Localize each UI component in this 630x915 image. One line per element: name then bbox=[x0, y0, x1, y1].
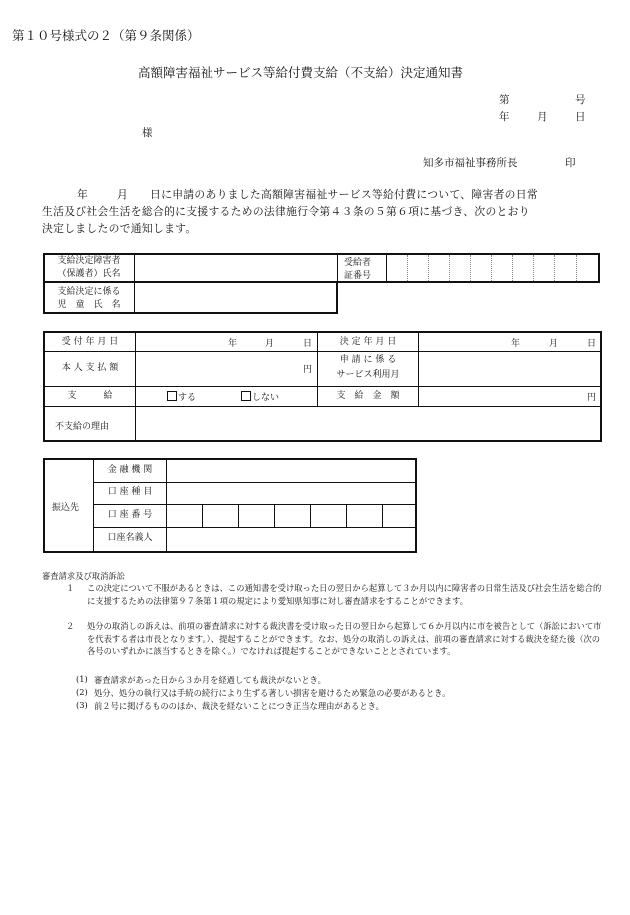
checkbox-yes[interactable] bbox=[167, 391, 177, 401]
account-digit-line bbox=[382, 505, 383, 527]
payment-no-label: しない bbox=[252, 393, 280, 403]
decision-table bbox=[43, 331, 602, 442]
payment-amount-label: 支 給 金 額 bbox=[336, 391, 400, 401]
receipt-date-label: 受 付 年 月 日 bbox=[61, 337, 119, 347]
account-number-label: 口 座 番 号 bbox=[107, 510, 153, 520]
bank-row-line bbox=[93, 482, 415, 483]
child-label-2: 児 童 氏 名 bbox=[57, 300, 121, 310]
decision-col-line bbox=[135, 333, 136, 440]
receipt-month: 月 bbox=[265, 339, 275, 349]
decision-day: 日 bbox=[587, 339, 597, 349]
account-digit-line bbox=[310, 505, 311, 527]
account-holder-label: 口座名義人 bbox=[107, 533, 153, 543]
cert-label-2: 証番号 bbox=[344, 271, 372, 281]
decision-row-line bbox=[45, 351, 600, 352]
account-type-label: 口 座 種 目 bbox=[107, 487, 153, 497]
sub-item-2-text: 処分、処分の執行又は手続の続行により生ずる著しい損害を避けるため緊急の必要があるとき。 bbox=[94, 688, 451, 698]
payment-label: 支 給 bbox=[67, 391, 113, 401]
reason-label: 不支給の理由 bbox=[55, 422, 110, 432]
payment-yes-option[interactable] bbox=[167, 390, 196, 403]
body-line-1: 日に申請のありました高額障害福祉サービス等給付費について、障害者の日常 bbox=[150, 188, 538, 201]
applicant-divider-3 bbox=[386, 253, 387, 283]
payment-no-option[interactable] bbox=[241, 390, 279, 403]
self-pay-label: 本 人 支 払 額 bbox=[61, 363, 119, 373]
issuer-name: 知多市福祉事務所長 bbox=[423, 157, 518, 169]
cert-digit-sep bbox=[407, 255, 408, 281]
bank-col-line bbox=[166, 460, 167, 551]
service-month-label-2: サービス利用月 bbox=[336, 370, 400, 380]
receipt-year: 年 bbox=[228, 339, 238, 349]
bank-row-line bbox=[93, 527, 415, 528]
notes-heading: 審査請求及び取消訴訟 bbox=[42, 571, 125, 581]
date-month: 月 bbox=[537, 111, 548, 123]
decision-row-line bbox=[45, 406, 600, 407]
date-year: 年 bbox=[499, 111, 510, 123]
cert-digit-sep bbox=[449, 255, 450, 281]
decision-year: 年 bbox=[511, 339, 521, 349]
transfer-to-label: 振込先 bbox=[52, 503, 80, 513]
decision-month: 月 bbox=[549, 339, 559, 349]
cert-digit-sep bbox=[576, 255, 577, 281]
receipt-day: 日 bbox=[303, 339, 313, 349]
recipient-suffix: 様 bbox=[142, 127, 153, 139]
service-month-label-1: 申 請 に 係 る bbox=[339, 355, 397, 365]
note-2-num: ２ bbox=[66, 621, 75, 631]
sub-item-1-num: (1) bbox=[76, 674, 88, 684]
ref-dai: 第 bbox=[499, 94, 510, 106]
account-digit-line bbox=[202, 505, 203, 527]
cert-digit-sep bbox=[428, 255, 429, 281]
payment-yes-label: する bbox=[178, 393, 197, 403]
sub-item-1-text: 審査請求があった日から３か月を経過しても裁決がないとき。 bbox=[94, 675, 326, 685]
body-year: 年 bbox=[77, 188, 89, 201]
sub-item-3-num: (3) bbox=[76, 700, 88, 710]
form-number: 第１０号様式の２（第９条関係） bbox=[12, 28, 200, 43]
sub-item-3-text: 前２号に掲げるもののほか、裁決を経ないことにつき正当な理由があるとき。 bbox=[94, 701, 384, 711]
bank-row-line bbox=[93, 504, 415, 505]
child-label-1: 支給決定に係る bbox=[57, 287, 121, 297]
date-day: 日 bbox=[575, 111, 586, 123]
account-digit-line bbox=[274, 505, 275, 527]
checkbox-no[interactable] bbox=[241, 391, 251, 401]
ref-go: 号 bbox=[575, 94, 586, 106]
decision-date-label: 決 定 年 月 日 bbox=[339, 337, 397, 347]
applicant-label-2: （保護者）氏名 bbox=[57, 269, 121, 279]
cert-label-1: 受給者 bbox=[344, 258, 372, 268]
cert-digit-sep bbox=[512, 255, 513, 281]
account-digit-line bbox=[346, 505, 347, 527]
body-line-3: 決定しましたので通知します。 bbox=[42, 222, 197, 235]
self-pay-yen: 円 bbox=[303, 365, 313, 375]
body-line-2: 生活及び社会生活を総合的に支援するための法律施行令第４３条の５第６項に基づき、次のとおり bbox=[42, 205, 530, 218]
cert-digit-sep bbox=[554, 255, 555, 281]
bank-table bbox=[43, 458, 417, 553]
sub-item-2-num: (2) bbox=[76, 687, 88, 697]
note-1-text: この決定について不服があるときは、この通知書を受け取った日の翌日から起算して３か月以内に障害者の日常生活及び社会生活を総合的に支援するための法律第９７条第１項の規定により愛知県知事に対し審査請求をすることができます。 bbox=[87, 583, 602, 606]
decision-col-line bbox=[418, 333, 419, 406]
payment-amount-yen: 円 bbox=[587, 393, 597, 403]
cert-digit-sep bbox=[533, 255, 534, 281]
applicant-label-1: 支給決定障害者 bbox=[57, 256, 121, 266]
body-month: 月 bbox=[117, 188, 129, 201]
applicant-divider-2 bbox=[337, 253, 338, 283]
cert-digit-sep bbox=[470, 255, 471, 281]
note-1-num: １ bbox=[66, 583, 75, 593]
bank-label: 金 融 機 関 bbox=[107, 465, 153, 475]
account-digit-line bbox=[238, 505, 239, 527]
seal-mark: 印 bbox=[565, 157, 576, 169]
note-2-text: 処分の取消しの訴えは、前項の審査請求に対する裁決書を受け取った日の翌日から起算して６か月以内に市を被告として（訴訟において市を代表する者は市長となります。）、提起することができます。なお、処分の取消しの訴えは、前項の審査請求に対する裁決を経た後（次の各号のいずれかに該当するときを除く。）でなければ提起することができないこととされています。 bbox=[87, 621, 602, 656]
decision-row-line bbox=[45, 386, 600, 387]
applicant-divider-1 bbox=[134, 253, 135, 314]
cert-digit-sep bbox=[491, 255, 492, 281]
document-title: 高額障害福祉サービス等給付費支給（不支給）決定通知書 bbox=[138, 65, 464, 80]
